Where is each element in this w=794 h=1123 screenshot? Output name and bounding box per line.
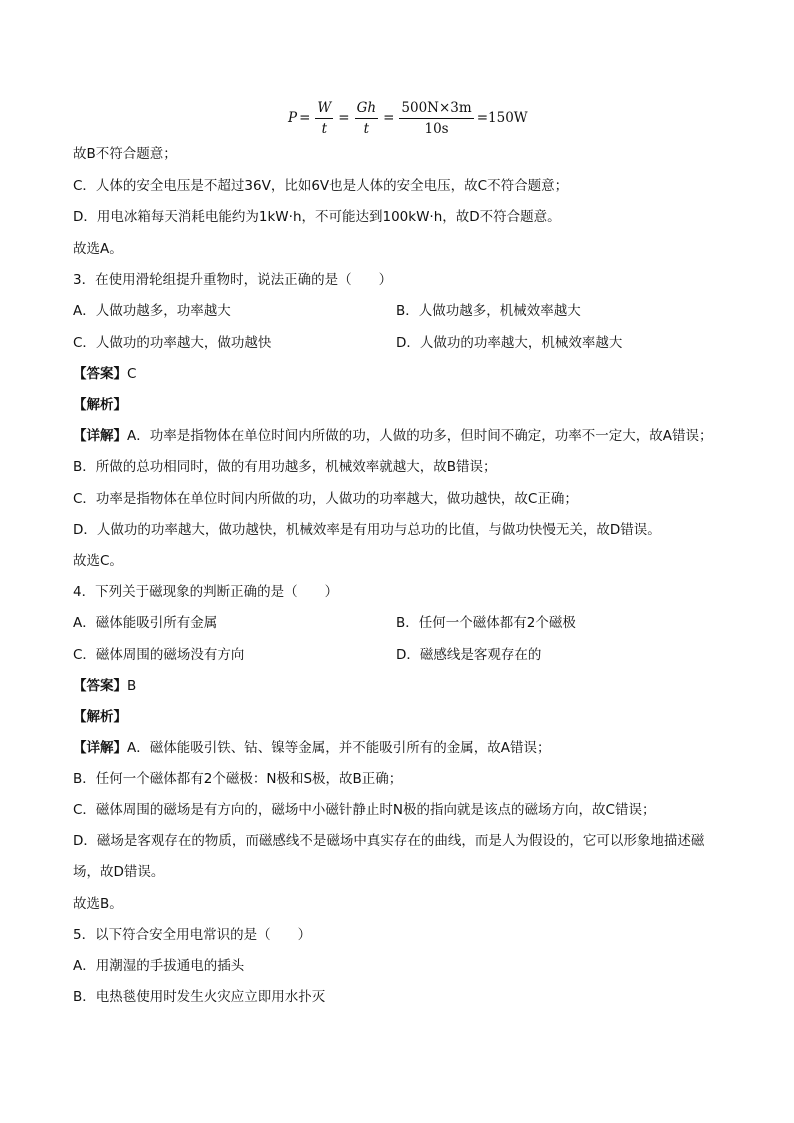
question-4-option-b: B．任何一个磁体都有2个磁极 (396, 615, 576, 631)
fraction-denominator: 10s (424, 120, 449, 137)
question-4-option-a: A．磁体能吸引所有金属 (73, 615, 218, 631)
formula-P: P (288, 110, 298, 126)
analysis-tag: 【解析】 (73, 397, 127, 413)
text-line: D．用电冰箱每天消耗电能约为1kW·h，不可能达到100kW·h，故D不符合题意。 (73, 209, 561, 225)
question-4-option-c: C．磁体周围的磁场没有方向 (73, 647, 245, 663)
detail-text: A．磁体能吸引铁、钴、镍等金属，并不能吸引所有的金属，故A错误； (127, 740, 551, 756)
question-4-option-d: D．磁感线是客观存在的 (396, 647, 542, 663)
question-4-stem: 4．下列关于磁现象的判断正确的是（ ） (73, 584, 339, 600)
question-3-analysis-tag (73, 395, 127, 415)
fraction-gh-over-t (355, 100, 378, 137)
answer-tag: 【答案】 (73, 678, 127, 694)
fraction-denominator: t (363, 120, 370, 137)
answer-value: B (127, 678, 137, 694)
question-4-detail-line (73, 738, 550, 758)
fraction-values (399, 100, 473, 137)
power-formula (288, 96, 528, 140)
question-3-detail-line: D．人做功的功率越大，做功越快，机械效率是有用功与总功的比值，与做功快慢无关，故D错误。 (73, 522, 661, 538)
answer-value: C (127, 366, 137, 382)
question-4-answer (73, 676, 136, 696)
question-4-detail-line: 场，故D错误。 (73, 864, 165, 880)
answer-tag: 【答案】 (73, 366, 127, 382)
question-4-detail-line: B．任何一个磁体都有2个磁极：N极和S极，故B正确； (73, 771, 403, 787)
fraction-numerator: W (315, 100, 333, 119)
question-3-answer (73, 364, 136, 384)
formula-eq-2: = (338, 110, 350, 126)
question-4-analysis-tag (73, 707, 127, 727)
question-4-conclusion: 故选B。 (73, 896, 123, 912)
fraction-w-over-t (315, 100, 333, 137)
question-4-detail-line: C．磁体周围的磁场是有方向的，磁场中小磁针静止时N极的指向就是该点的磁场方向，故C错误； (73, 802, 656, 818)
formula-eq-1: = (299, 110, 311, 126)
detail-text: A．功率是指物体在单位时间内所做的功，人做的功多，但时间不确定，功率不一定大，故A错误； (127, 428, 713, 444)
text-line: 故选A。 (73, 241, 123, 257)
question-5-option-a: A．用潮湿的手拔通电的插头 (73, 958, 245, 974)
text-line: 故B不符合题意； (73, 146, 177, 162)
text-line: C．人体的安全电压是不超过36V，比如6V也是人体的安全电压，故C不符合题意； (73, 178, 569, 194)
formula-eq-3: = (383, 110, 395, 126)
fraction-denominator: t (321, 120, 328, 137)
formula-result: =150W (476, 110, 528, 126)
question-5-option-b: B．电热毯使用时发生火灾应立即用水扑灭 (73, 989, 326, 1005)
question-3-option-c: C．人做功的功率越大，做功越快 (73, 335, 272, 351)
question-5-stem: 5．以下符合安全用电常识的是（ ） (73, 927, 312, 943)
fraction-numerator: 500N×3m (399, 100, 473, 119)
question-3-option-a: A．人做功越多，功率越大 (73, 303, 231, 319)
question-4-detail-line: D．磁场是客观存在的物质，而磁感线不是磁场中真实存在的曲线，而是人为假设的，它可以形象地描述磁 (73, 833, 705, 849)
question-3-stem: 3．在使用滑轮组提升重物时，说法正确的是（ ） (73, 272, 393, 288)
question-3-detail-line: C．功率是指物体在单位时间内所做的功，人做功的功率越大，做功越快，故C正确； (73, 491, 578, 507)
analysis-tag: 【解析】 (73, 709, 127, 725)
question-3-conclusion: 故选C。 (73, 553, 123, 569)
question-3-option-b: B．人做功越多，机械效率越大 (396, 303, 581, 319)
detail-tag: 【详解】 (73, 740, 127, 756)
fraction-numerator: Gh (355, 100, 378, 119)
detail-tag: 【详解】 (73, 428, 127, 444)
question-3-detail-line: B．所做的总功相同时，做的有用功越多，机械效率就越大，故B错误； (73, 459, 497, 475)
question-3-option-d: D．人做功的功率越大，机械效率越大 (396, 335, 623, 351)
question-3-detail-line (73, 426, 712, 446)
